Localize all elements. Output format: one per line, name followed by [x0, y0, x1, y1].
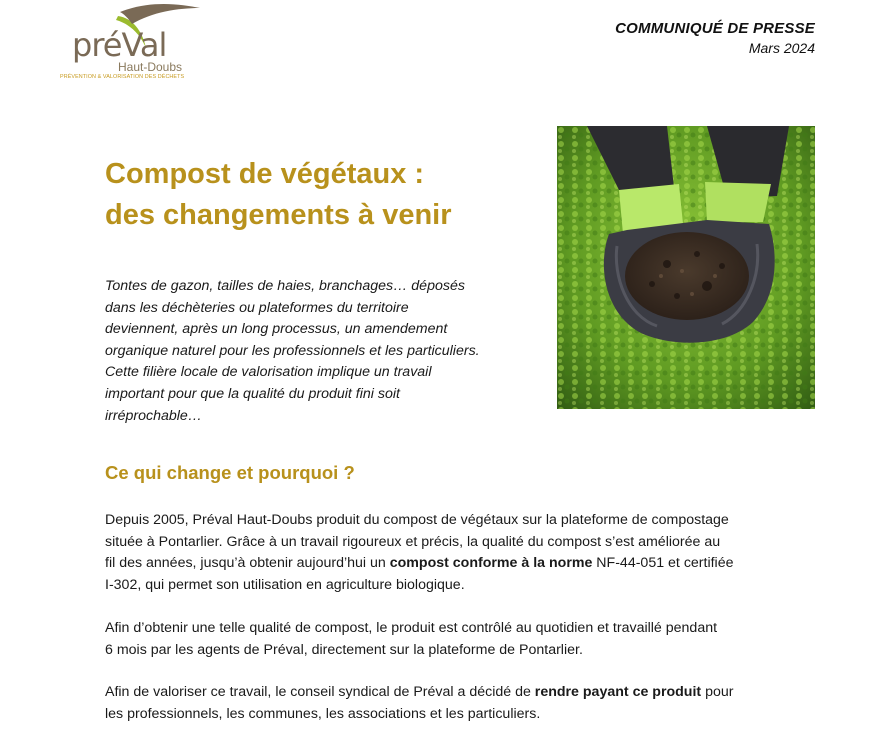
bold-text-paying: rendre payant ce produit	[534, 684, 702, 700]
paragraph-line: 6 mois par les agents de Préval, directement sur la plateforme de Pontarlier.	[105, 641, 583, 658]
intro-line: Tontes de gazon, tailles de haies, branchages… déposés	[105, 278, 465, 294]
article-title	[105, 154, 545, 236]
press-release-date: Mars 2024	[748, 40, 815, 56]
intro-line: dans les déchèteries ou plateformes du territoire	[105, 299, 409, 316]
compost-hands-photo	[557, 126, 815, 409]
press-release-label: COMMUNIQUÉ DE PRESSE	[615, 20, 815, 37]
text-run: fil des années, jusqu’à obtenir aujourd’hui un	[105, 555, 390, 571]
logo-tagline: PRÉVENTION & VALORISATION DES DÉCHETS	[60, 74, 185, 80]
intro-line: organique naturel pour les professionnels et les particuliers.	[105, 342, 480, 359]
logo-subtitle: Haut-Doubs	[118, 60, 183, 74]
section-heading: Ce qui change et pourquoi ?	[105, 462, 355, 483]
paragraph-line	[105, 682, 825, 704]
paragraph-line	[105, 553, 825, 575]
paragraph-line: située à Pontarlier. Grâce à un travail rigoureux et précis, la qualité du compost s’est améliorée au	[105, 533, 721, 550]
bold-text-norm: compost conforme à la norme	[389, 555, 593, 571]
intro-line: Cette filière locale de valorisation implique un travail	[105, 364, 432, 381]
text-run: NF-44-051 et certifiée	[592, 555, 734, 571]
intro-line: important pour que la qualité du produit fini soit	[105, 385, 400, 402]
paragraph-pricing	[105, 682, 825, 725]
text-run: pour	[701, 684, 734, 700]
preval-logo	[60, 4, 210, 84]
paragraph-line: Depuis 2005, Préval Haut-Doubs produit du compost de végétaux sur la plateforme de compostage	[105, 512, 729, 528]
logo-wordmark: préVal	[72, 26, 167, 64]
paragraph-line: les professionnels, les communes, les associations et les particuliers.	[105, 705, 541, 722]
intro-line: irréprochable…	[105, 407, 202, 424]
text-run: Afin de valoriser ce travail, le conseil syndical de Préval a décidé de	[105, 684, 535, 700]
intro-line: deviennent, après un long processus, un amendement	[105, 321, 448, 338]
press-header	[615, 20, 815, 56]
paragraph-history	[105, 510, 825, 596]
paragraph-quality	[105, 618, 825, 661]
article-intro	[105, 276, 535, 427]
paragraph-line: Afin d’obtenir une telle qualité de compost, le produit est contrôlé au quotidien et travaillé pendant	[105, 620, 718, 636]
title-line-2: des changements à venir	[105, 199, 452, 231]
title-line-1: Compost de végétaux :	[105, 158, 425, 190]
paragraph-line: I-302, qui permet son utilisation en agriculture biologique.	[105, 576, 465, 593]
